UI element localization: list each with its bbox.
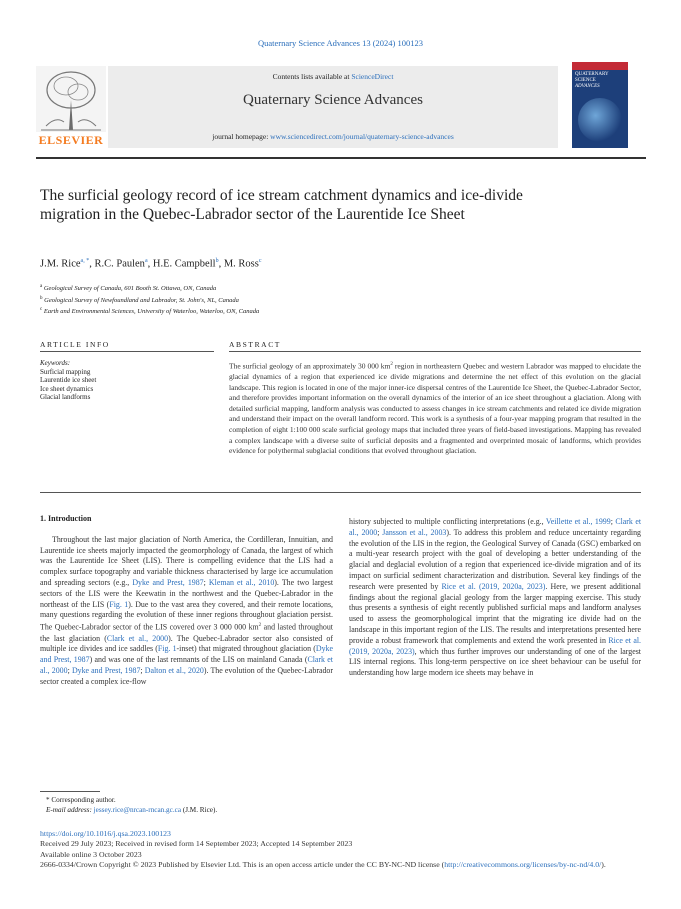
online-date: Available online 3 October 2023 [40, 849, 142, 859]
contents-prefix: Contents lists available at [272, 72, 352, 81]
journal-name: Quaternary Science Advances [243, 92, 423, 108]
citation-link[interactable]: Clark et al., 2000 [106, 633, 169, 643]
license-link[interactable]: http://creativecommons.org/licenses/by-nc-nd/4.0/ [444, 860, 602, 870]
article-info-rule [40, 351, 214, 352]
keyword: Surficial mapping [40, 367, 91, 376]
body-column-left [40, 514, 333, 688]
homepage-prefix: journal homepage: [212, 132, 271, 141]
cover-title-line1: QUATERNARY SCIENCE [575, 72, 609, 83]
footnote [46, 796, 446, 815]
author-name[interactable]: J.M. Rice [40, 258, 81, 270]
journal-reference[interactable]: Quaternary Science Advances 13 (2024) 100123 [258, 38, 423, 48]
article-title: The surficial geology record of ice stream catchment dynamics and ice-divide migration in the Quebec-Labrador sector of the Laurentide Ice Sheet [40, 187, 523, 223]
affiliations [40, 282, 540, 317]
journal-header [108, 66, 558, 148]
cover-title [575, 72, 625, 90]
body-column-right: history subjected to multiple conflicting interpretations (e.g., Veillette et al., 1999; Clark et al., 2000; Jansson et al., 2003). To address this problem and reduce uncertainty regarding the evolution of the LIS in the region, the Geological Survey of Canada (GSC) embarked on a multi-year research project with the goal of developing a better understanding of the glacial and deglacial evolution of a region that experienced ice-divide migration and of its impact on surficial sediment characterization and distribution. Several key findings of the research were presented by Rice et al. (2019, 2020a, 2023). Here, we present additional findings about the regional glacial geology from the larger mapping exercise. This study thus presents a synthesis of eight recently published surficial maps and landform analyses used to assess the geomorphological imprint that the migrating ice divide had on the landscape in this important region of the LIS. The results and interpretations presented here provide a robust framework that complements and extend the work presented in Rice et al. (2019, 2020a, 2023), which thus further improves our understanding of one of the largest LIS internal regions. This long-term perspective on ice sheet behaviour can be useful for understanding how large modern ice sheets may behave in [349, 517, 642, 678]
cover-title-line2: ADVANCES [575, 84, 600, 89]
affiliation: $^c$ Earth and Environmental Sciences, University of Waterloo, Waterloo, ON, Canada [40, 307, 260, 316]
homepage-line [108, 132, 558, 141]
author-name[interactable]: M. Ross [223, 258, 259, 270]
header-rule [36, 157, 646, 159]
keywords-heading: Keywords: [40, 359, 71, 367]
email-link[interactable]: jessey.rice@nrcan-rncan.gc.ca [93, 805, 182, 814]
citation-link[interactable]: Dalton et al., 2020 [144, 665, 204, 675]
elsevier-tree-icon [36, 66, 106, 132]
citation-link[interactable]: Dyke and Prest, 1987 [71, 665, 141, 675]
homepage-link[interactable]: www.sciencedirect.com/journal/quaternary-science-advances [270, 132, 454, 141]
figure-link[interactable]: Fig. 1 [109, 599, 129, 609]
citation-link[interactable]: Kleman et al., 2010 [208, 577, 275, 587]
citation-link[interactable]: Clark et al., 2000 [40, 655, 333, 675]
email-line: E-mail address: jessey.rice@nrcan-rncan.gc.ca (J.M. Rice). [46, 805, 218, 814]
elsevier-logo [36, 66, 106, 148]
citation-link[interactable]: Dyke and Prest, 1987 [40, 644, 333, 665]
cover-globe-icon [578, 98, 622, 142]
keyword: Glacial landforms [40, 393, 91, 401]
corresponding-author-note: * Corresponding author. [46, 796, 116, 804]
keyword: Ice sheet dynamics [40, 384, 94, 393]
intro-paragraph: Throughout the last major glaciation of North America, the Cordilleran, Innuitian, and Laurentide ice sheets majorly impacted the geomorphology of Canada, the largest of which was the Laurentide Ice Sheet (LIS). There is compelling evidence that the LIS had a complex surface topography and variable thickness characterised by large ice accumulation and spreading sectors (e.g., Dyke and Prest, 1987; Kleman et al., 2010). The two largest sectors of the LIS were the Keewatin in the northwest and the Quebec-Labrador in the northeast of the LIS (Fig. 1). Due to the vast area they covered, and their remote locations, many questions regarding the evolution of these inner regions throughout glaciation persist. The Quebec-Labrador sector of the LIS covered over 3 000 000 $km^2$ and lasted throughout the last glaciation (Clark et al., 2000). The Quebec-Labrador sector also consisted of multiple ice divides and ice saddles (Fig. 1-inset) that migrated throughout glaciation (Dyke and Prest, 1987) and was one of the last remnants of the LIS on mainland Canada (Clark et al., 2000; Dyke and Prest, 1987; Dalton et al., 2020). The evolution of the Quebec-Labrador sector created a complex ice-flow [40, 534, 334, 686]
author-name[interactable]: H.E. Campbell [152, 258, 216, 270]
footnote-rule [40, 791, 100, 792]
contents-line [108, 72, 558, 81]
author-affil-sup[interactable]: a [144, 258, 148, 264]
keywords-block [40, 359, 210, 402]
affiliation: $^b$ Geological Survey of Newfoundland and Labrador, St. John's, NL, Canada [40, 295, 239, 304]
citation-link[interactable]: Jansson et al., 2003 [382, 527, 447, 537]
abstract-text: The surficial geology of an approximately 30 000 $km^2$ region in northeastern Quebec and western Labrador was mapped to elucidate the glacial dynamics of a region that experienced ice divide migrations and determine the net effect of this evolution on the glacial landscape. This region is located in one of the major inner-ice dispersal centres of the Laurentide Ice Sheet, the Quebec-Labrador Sector, and therefore provides important information on the overall dynamics of the interior of an ice sheet throughout a glaciation. Along with detailed surficial mapping, landform analysis was conducted to assess changes in ice stream catchments and related ice divide migration and understand their impact on the overall landform record. This work is a synthesis of a four-year mapping program that resulted in the completion of eight 1:100 000 scale surficial geology maps that included three years of field-based investigations. Mapping has revealed a complex landscape with a diverse suite of surficial deposits and a fragmented and overprinted mosaic of landforms, which provides evidence for polythermal subglacial conditions that evolved throughout glaciation. [229, 361, 642, 456]
journal-cover[interactable] [572, 62, 628, 148]
abstract-heading: ABSTRACT [229, 340, 281, 349]
license-text: 2666-0334/Crown Copyright © 2023 Published by Elsevier Ltd. This is an open access article under the CC BY-NC-ND license (http://creativecommons.org/licenses/by-nc-nd/4.0/). [40, 860, 606, 870]
section-heading-introduction: 1. Introduction [40, 514, 92, 523]
received-dates: Received 29 July 2023; Received in revised form 14 September 2023; Accepted 14 September 2023 [40, 839, 353, 849]
citation-link[interactable]: Dyke and Prest, 1987 [132, 577, 204, 587]
citation-link[interactable]: Clark et al., 2000 [349, 517, 642, 537]
publication-info [40, 829, 641, 871]
affiliation: $^a$ Geological Survey of Canada, 601 Booth St. Ottawa, ON, Canada [40, 284, 217, 293]
abstract-bottom-rule [40, 492, 641, 493]
author-affil-sup[interactable]: b [215, 258, 219, 264]
citation-link[interactable]: Rice et al. (2019, 2020a, 2023) [441, 581, 546, 591]
citation-link[interactable]: Veillette et al., 1999 [545, 517, 611, 526]
keyword: Laurentide ice sheet [40, 376, 97, 384]
author-name[interactable]: R.C. Paulen [94, 258, 145, 270]
author-list: J.M. Rice$^{a, *}$, R.C. Paulen$^a$, H.E. Campbell$^b$, M. Ross$^c$ [40, 258, 262, 270]
figure-link[interactable]: Fig. 1 [157, 644, 177, 654]
doi-link[interactable]: https://doi.org/10.1016/j.qsa.2023.100123 [40, 829, 171, 838]
sciencedirect-link[interactable]: ScienceDirect [351, 72, 394, 81]
article-info-heading: ARTICLE INFO [40, 340, 110, 349]
author-affil-sup[interactable]: c [258, 258, 262, 264]
author-affil-sup[interactable]: a, * [80, 258, 90, 264]
abstract-rule [229, 351, 641, 352]
citation-link[interactable]: Rice et al. (2019, 2020a, 2023) [349, 635, 641, 656]
elsevier-wordmark: ELSEVIER [38, 133, 104, 147]
cover-band [572, 62, 628, 70]
